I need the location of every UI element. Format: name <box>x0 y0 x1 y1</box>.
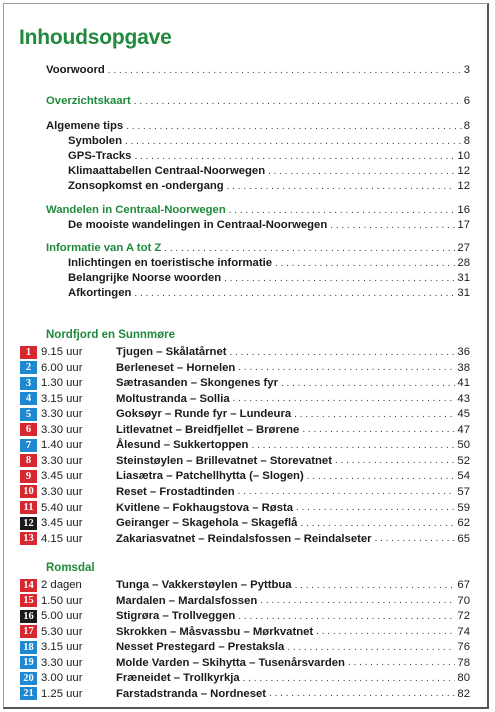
hike-route: Stigrøra – Trollveggen <box>116 610 236 623</box>
hike-entry[interactable] <box>20 376 470 390</box>
toc-entry-page: 10 <box>457 150 470 162</box>
hike-entry[interactable] <box>20 640 470 654</box>
toc-entry-label: Afkortingen <box>68 287 132 299</box>
dot-leader <box>134 151 455 162</box>
dot-leader <box>251 440 455 451</box>
hike-duration: 3.15 uur <box>41 641 83 654</box>
hike-number-badge: 20 <box>20 672 37 685</box>
dot-leader <box>243 673 456 684</box>
hike-duration: 5.30 uur <box>41 625 83 638</box>
hike-page: 36 <box>457 346 470 358</box>
hike-page: 54 <box>457 470 470 483</box>
hike-page: 47 <box>457 423 470 436</box>
toc-entry-page: 12 <box>457 165 470 177</box>
dot-leader <box>230 347 456 358</box>
dot-leader <box>300 518 455 529</box>
toc-entry[interactable] <box>68 219 470 234</box>
hike-duration: 6.00 uur <box>41 361 83 374</box>
dot-leader <box>229 205 456 216</box>
toc-entry[interactable] <box>46 64 470 79</box>
toc-entry-page: 8 <box>463 120 470 132</box>
hike-entry[interactable] <box>20 671 470 685</box>
hike-route: Tjugen – Skålatårnet <box>116 346 227 358</box>
toc-entry-label: Wandelen in Centraal-Noorwegen <box>46 204 226 216</box>
hike-page: 78 <box>457 656 470 669</box>
hike-number-badge: 18 <box>20 641 37 654</box>
hike-duration: 3.15 uur <box>41 392 83 405</box>
hike-route: Ålesund – Sukkertoppen <box>116 439 249 452</box>
hike-entry[interactable] <box>20 407 470 421</box>
hike-duration: 2 dagen <box>41 579 82 591</box>
dot-leader <box>296 502 455 513</box>
toc-entry-label: Zonsopkomst en -ondergang <box>68 180 224 192</box>
hike-entry[interactable] <box>20 438 470 452</box>
toc-entry-label: Inlichtingen en toeristische informatie <box>68 257 273 269</box>
hike-page: 43 <box>457 392 470 405</box>
hike-duration: 3.30 uur <box>41 454 83 467</box>
dot-leader <box>238 486 456 497</box>
hike-route: Skrokken – Måsvassbu – Mørkvatnet <box>116 625 314 638</box>
toc-entry-label: GPS-Tracks <box>68 150 132 162</box>
hike-duration: 9.15 uur <box>41 346 83 358</box>
hike-duration: 3.45 uur <box>41 470 83 483</box>
dot-leader <box>275 258 455 269</box>
toc-entry-label: Informatie van A tot Z <box>46 242 162 254</box>
hike-number-badge: 13 <box>20 532 37 545</box>
toc-entry-page: 6 <box>463 95 470 107</box>
dot-leader <box>335 455 455 466</box>
toc-entry[interactable] <box>68 272 470 287</box>
hike-route: Nesset Prestegard – Prestaksla <box>116 641 285 654</box>
hike-duration: 3.30 uur <box>41 408 83 421</box>
hike-number-badge: 4 <box>20 392 37 405</box>
toc-entry-page: 31 <box>457 272 470 284</box>
hike-page: 70 <box>457 594 470 607</box>
hike-page: 38 <box>457 361 470 374</box>
hike-route: Kvitlene – Fokhaugstova – Røsta <box>116 501 294 514</box>
toc-entry-label: Belangrijke Noorse woorden <box>68 272 222 284</box>
hike-number-badge: 12 <box>20 517 37 530</box>
hike-route: Reset – Frostadtinden <box>116 485 235 498</box>
hike-number-badge: 1 <box>20 346 37 359</box>
dot-leader <box>330 220 455 231</box>
dot-leader <box>125 136 462 147</box>
hike-number-badge: 5 <box>20 408 37 421</box>
hike-entry[interactable] <box>20 594 470 608</box>
dot-leader <box>227 181 456 192</box>
hike-entry[interactable] <box>20 516 470 530</box>
hike-route: Goksøyr – Runde fyr – Lundeura <box>116 408 292 421</box>
hike-page: 52 <box>457 454 470 467</box>
hike-number-badge: 17 <box>20 625 37 638</box>
toc-entry[interactable] <box>68 180 470 195</box>
dot-leader <box>269 688 455 699</box>
dot-leader <box>307 471 456 482</box>
hike-number-badge: 15 <box>20 594 37 607</box>
hike-route: Farstadstranda – Nordneset <box>116 687 267 700</box>
hike-number-badge: 10 <box>20 485 37 498</box>
hike-number-badge: 3 <box>20 377 37 390</box>
dot-leader <box>233 393 456 404</box>
toc-entry[interactable] <box>46 204 470 219</box>
hike-route: Litlevatnet – Breidfjellet – Brørene <box>116 423 300 436</box>
hike-entry[interactable] <box>20 532 470 546</box>
toc-entry-page: 28 <box>457 257 470 269</box>
dot-leader <box>238 611 455 622</box>
hike-number-badge: 21 <box>20 687 37 700</box>
dot-leader <box>294 409 455 420</box>
hike-entry[interactable] <box>20 578 470 592</box>
hike-page: 76 <box>457 641 470 654</box>
toc-entry-page: 17 <box>457 219 470 231</box>
hike-entry[interactable] <box>20 392 470 406</box>
hike-duration: 3.45 uur <box>41 517 83 530</box>
hike-duration: 1.50 uur <box>41 594 83 607</box>
hike-page: 41 <box>457 377 470 390</box>
toc-entry-label: Overzichtskaart <box>46 95 131 107</box>
hike-number-badge: 8 <box>20 454 37 467</box>
hike-route: Sætrasanden – Skongenes fyr <box>116 377 278 390</box>
toc-entry[interactable] <box>46 95 470 110</box>
hike-entry[interactable] <box>20 423 470 437</box>
hike-number-badge: 11 <box>20 501 37 514</box>
hike-entry[interactable] <box>20 609 470 623</box>
toc-entry-page: 8 <box>463 135 470 147</box>
hike-entry[interactable] <box>20 469 470 483</box>
dot-leader <box>108 65 462 76</box>
hike-entry[interactable] <box>20 625 470 639</box>
hike-page: 45 <box>457 408 470 421</box>
hike-route: Geiranger – Skagehola – Skageflå <box>116 517 298 530</box>
hike-number-badge: 9 <box>20 470 37 483</box>
toc-entry[interactable] <box>68 165 470 180</box>
toc-entry-label: Symbolen <box>68 135 122 147</box>
hike-duration: 3.30 uur <box>41 423 83 436</box>
hike-entry[interactable] <box>20 361 470 375</box>
dot-leader <box>238 362 455 373</box>
dot-leader <box>295 580 456 591</box>
dot-leader <box>164 243 455 254</box>
hike-entry[interactable] <box>20 687 470 701</box>
hike-duration: 1.30 uur <box>41 377 83 390</box>
hike-route: Berleneset – Hornelen <box>116 361 236 374</box>
hike-route: Molde Varden – Skihytta – Tusenårsvarden <box>116 656 345 669</box>
section-heading: Nordfjord en Sunnmøre <box>46 329 176 341</box>
dot-leader <box>348 657 455 668</box>
hike-page: 80 <box>457 672 470 685</box>
hike-page: 62 <box>457 517 470 530</box>
dot-leader <box>316 626 455 637</box>
toc-entry-label: Voorwoord <box>46 64 105 76</box>
section-heading: Romsdal <box>46 562 95 574</box>
hike-entry[interactable] <box>20 656 470 670</box>
hike-number-badge: 19 <box>20 656 37 669</box>
hike-duration: 1.40 uur <box>41 439 83 452</box>
toc-entry-page: 27 <box>457 242 470 254</box>
hike-route: Liasætra – Patchellhytta (– Slogen) <box>116 470 304 483</box>
toc-entry[interactable] <box>68 287 470 302</box>
dot-leader <box>302 424 455 435</box>
hike-page: 59 <box>457 501 470 514</box>
hike-route: Steinstøylen – Brillevatnet – Storevatnet <box>116 454 332 467</box>
toc-entry-page: 31 <box>457 287 470 299</box>
dot-leader <box>134 288 455 299</box>
toc-entry-page: 16 <box>457 204 470 216</box>
hike-entry[interactable] <box>20 345 470 359</box>
hike-route: Tunga – Vakkerstøylen – Pyttbua <box>116 579 292 591</box>
toc-entry[interactable] <box>68 257 470 272</box>
toc-entry[interactable] <box>68 150 470 165</box>
hike-number-badge: 2 <box>20 361 37 374</box>
hike-duration: 3.30 uur <box>41 656 83 669</box>
hike-route: Fræneidet – Trollkyrkja <box>116 672 240 685</box>
hike-page: 50 <box>457 439 470 452</box>
dot-leader <box>281 378 455 389</box>
hike-page: 74 <box>457 625 470 638</box>
dot-leader <box>126 121 461 132</box>
hike-entry[interactable] <box>20 485 470 499</box>
hike-entry[interactable] <box>20 454 470 468</box>
hike-number-badge: 6 <box>20 423 37 436</box>
hike-duration: 4.15 uur <box>41 532 83 545</box>
hike-duration: 3.30 uur <box>41 485 83 498</box>
hike-number-badge: 14 <box>20 579 37 592</box>
hike-page: 72 <box>457 610 470 623</box>
hike-page: 57 <box>457 485 470 498</box>
hike-duration: 5.00 uur <box>41 610 83 623</box>
toc-entry-page: 3 <box>463 64 470 76</box>
dot-leader <box>287 642 455 653</box>
hike-page: 65 <box>457 532 470 545</box>
dot-leader <box>134 96 462 107</box>
hike-number-badge: 16 <box>20 610 37 623</box>
hike-duration: 5.40 uur <box>41 501 83 514</box>
hike-entry[interactable] <box>20 501 470 515</box>
hike-route: Zakariasvatnet – Reindalsfossen – Reindalseter <box>116 532 372 545</box>
dot-leader <box>375 533 456 544</box>
toc-entry-page: 12 <box>457 180 470 192</box>
hike-route: Mardalen – Mardalsfossen <box>116 594 258 607</box>
hike-duration: 1.25 uur <box>41 687 83 700</box>
dot-leader <box>260 595 455 606</box>
hike-page: 82 <box>457 687 470 700</box>
toc-entry-label: De mooiste wandelingen in Centraal-Noorwegen <box>68 219 328 231</box>
toc-entry-label: Algemene tips <box>46 120 124 132</box>
hike-page: 67 <box>457 579 470 591</box>
hike-duration: 3.00 uur <box>41 672 83 685</box>
dot-leader <box>268 166 455 177</box>
toc-entry[interactable] <box>46 120 470 135</box>
toc-entry[interactable] <box>68 135 470 150</box>
toc-entry-label: Klimaattabellen Centraal-Noorwegen <box>68 165 266 177</box>
toc-entry[interactable] <box>46 242 470 257</box>
dot-leader <box>224 273 455 284</box>
hike-route: Moltustranda – Sollia <box>116 392 230 405</box>
hike-number-badge: 7 <box>20 439 37 452</box>
page-title: Inhoudsopgave <box>19 26 172 49</box>
